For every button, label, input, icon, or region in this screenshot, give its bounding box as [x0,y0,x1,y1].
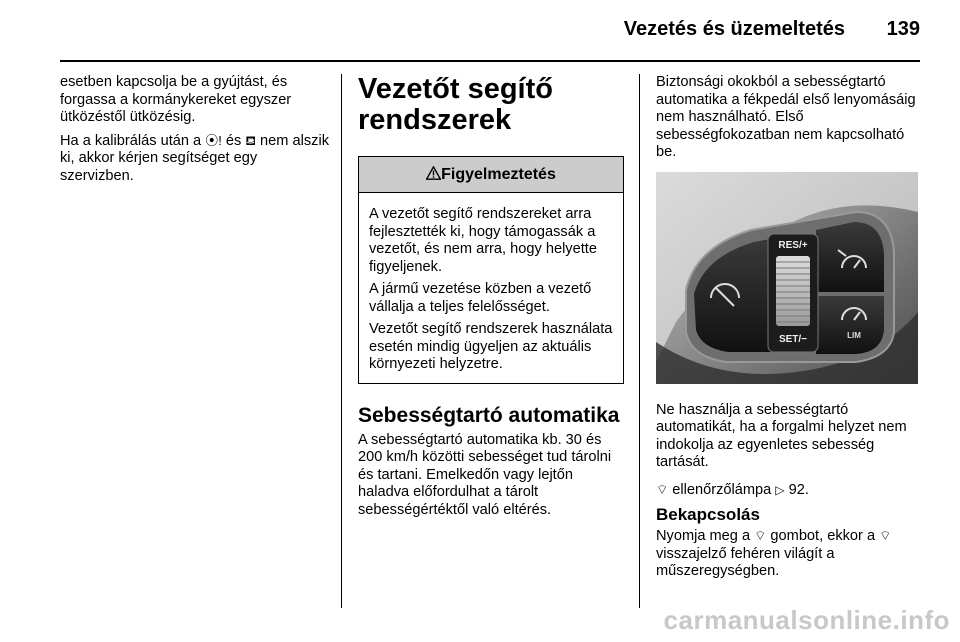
paragraph: A vezetőt segítő rendszereket arra fejlesztették ki, hogy támogassák a vezetőt, és nem arra, hogy helyette figyeljenek. [369,206,597,275]
lim-label: LIM [847,330,861,340]
paragraph: esetben kapcsolja be a gyújtást, és forgassa a kormánykereket egyszer ütközéstől ütközésig. [60,74,292,125]
page-number: 139 [886,18,920,40]
paragraph [60,132,332,186]
warning-title: Figyelmeztetés [441,166,556,183]
column-2 [358,74,624,524]
column-3 [656,74,922,586]
watermark: carmanualsonline.info [663,605,950,635]
paragraph: Vezetőt segítő rendszerek használata esetén mindig ügyeljen az aktuális környezeti helyzetre. [369,321,613,372]
text: gombot, ekkor a [766,528,880,544]
warning-body [359,193,623,383]
column-divider [639,74,640,608]
cruise-control-icon: ⌔ [754,528,767,543]
warning-box [358,156,624,384]
header-rule [60,60,920,62]
paragraph: Biztonsági okokból a sebességtartó automatika a fékpedál első lenyomásáig nem használható. Első sebességfokozatban nem kapcsolható be. [656,74,916,160]
cruise-control-switch-photo [656,172,918,384]
res-label: RES/+ [778,239,808,251]
paragraph: Ne használja a sebességtartó automatikát, ha a forgalmi helyzet nem indokolja az egyenletes sebesség tartását. [656,401,907,470]
column-divider [341,74,342,608]
steering-warning-icon: ⦿! [205,132,222,148]
running-header-title: Vezetés és üzemeltetés [623,18,845,40]
text: és [221,132,246,149]
cruise-control-icon: ⌔ [879,528,892,543]
warning-triangle-icon [426,166,441,180]
text: visszajelző fehéren világít a műszeregységben. [656,545,835,579]
text: Ha a kalibrálás után a [60,132,206,149]
paragraph [656,481,922,500]
warning-header [359,157,623,193]
column-1 [60,74,332,190]
subheading: Bekapcsolás [656,505,760,524]
paragraph [656,527,922,581]
set-label: SET/− [778,333,808,345]
text: nem alszik ki, akkor kérjen segítséget egy szervizben. [60,132,329,184]
text: Nyomja meg a [656,528,755,544]
paragraph: A jármű vezetése közben a vezető vállalja a teljes felelősséget. [369,281,592,315]
electric-steering-icon: ⛾ [245,132,256,148]
paragraph: A sebességtartó automatika kb. 30 és 200 km/h közötti sebességet tud tárolni és tartani. Emelkedőn vagy lejtőn haladva előfordulhat a tárolt sebességértéktől való eltérés. [358,431,612,518]
cruise-control-icon: ⌔ [656,481,669,497]
text: ellenőrzőlámpa [668,481,776,498]
subsection-title: Sebességtartó automatika [358,403,620,427]
page-reference-arrow-icon: ▷ [775,482,785,497]
section-title: Vezetőt segítő rendszerek [358,73,553,136]
page-reference[interactable]: 92. [788,481,809,498]
